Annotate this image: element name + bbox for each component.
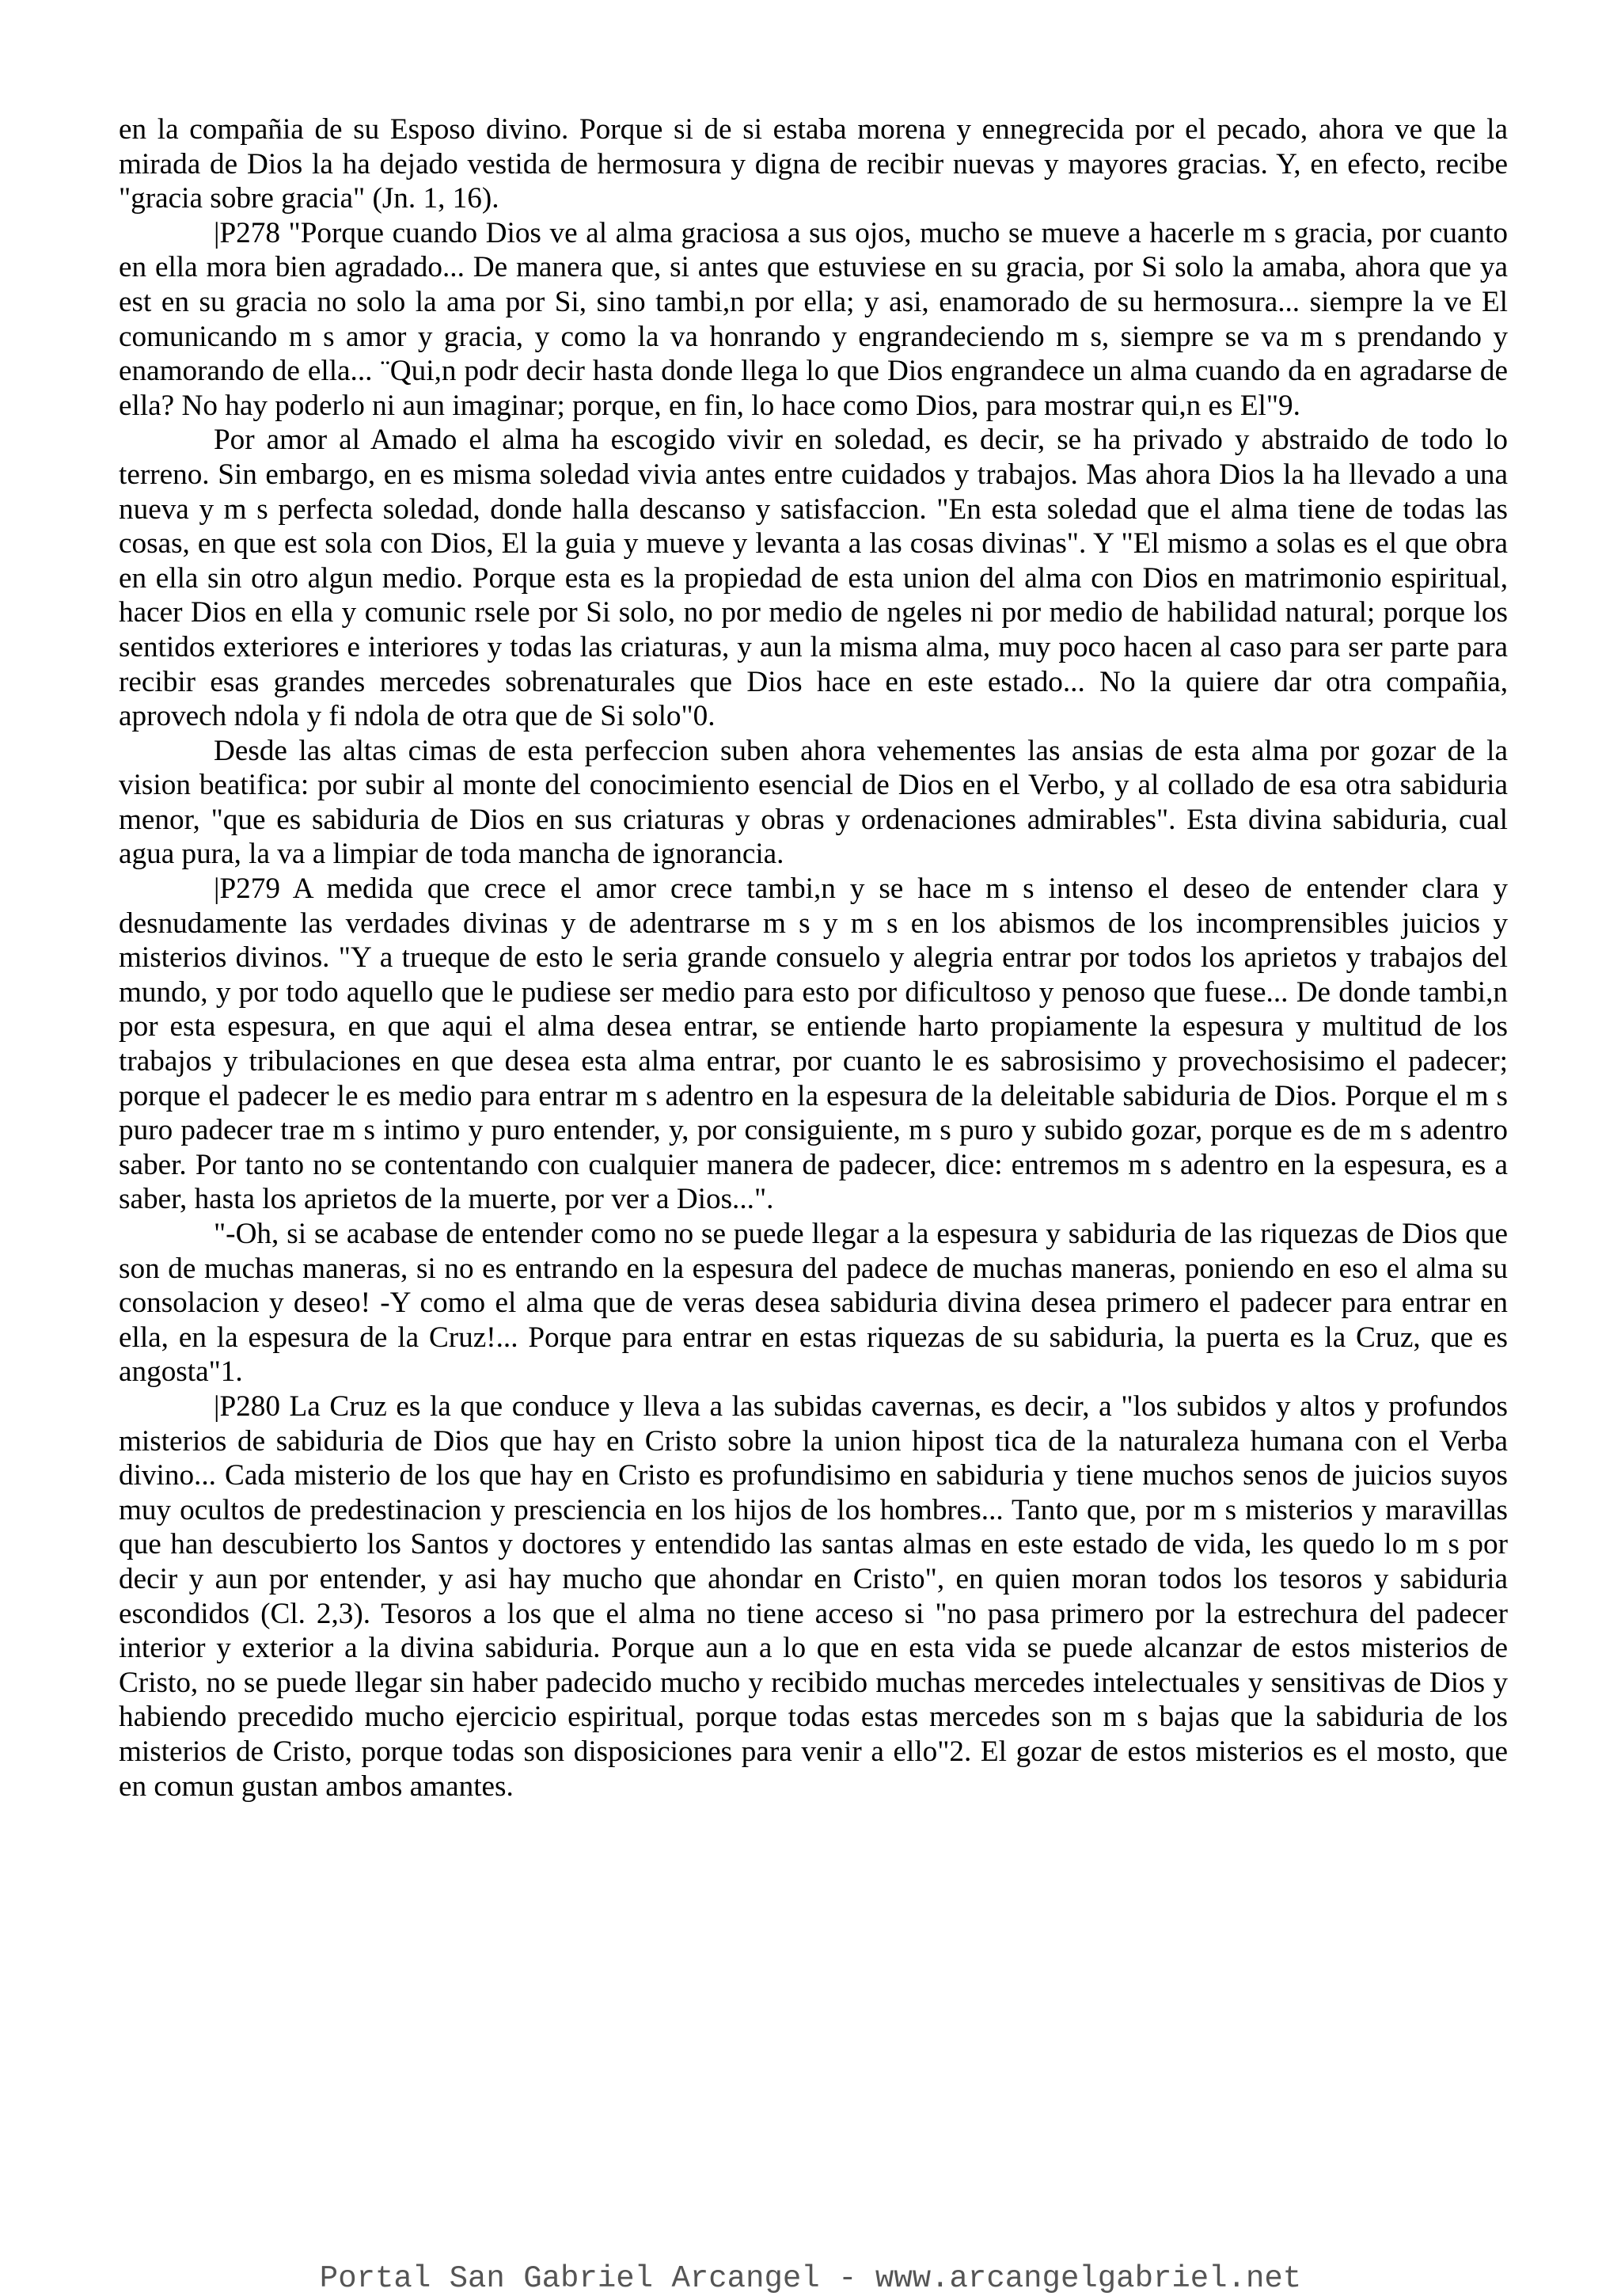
paragraph-6: "-Oh, si se acabase de entender como no se puede llegar a la espesura y sabiduria de las riquezas de Dios que son de muchas maneras, si no es entrando en la espesura del padece de muchas maneras, poniendo en eso el alma su consolacion y deseo! -Y como el alma que de veras desea sabiduria divina desea primero el padecer para entrar en ella, en la espesura de la Cruz!... Porque para entrar en estas riquezas de su sabiduria, la puerta es la Cruz, que es angosta"1. — [119, 1218, 1508, 1389]
paragraph-1: en la compañia de su Esposo divino. Porque si de si estaba morena y ennegrecida por el pecado, ahora ve que la mirada de Dios la ha dejado vestida de hermosura y digna de recibir nuevas y mayores gracias. Y, en efecto, recibe "gracia sobre gracia" (Jn. 1, 16). — [119, 113, 1508, 215]
paragraph-3: Por amor al Amado el alma ha escogido vivir en soledad, es decir, se ha privado y abstraido de todo lo terreno. Sin embargo, en es misma soledad vivia antes entre cuidados y trabajos. Mas ahora Dios la ha llevado a una nueva y m s perfecta soledad, donde halla descanso y satisfaccion. "En esta soledad que el alma tiene de todas las cosas, en que est sola con Dios, El la guia y mueve y levanta a las cosas divinas". Y "El mismo a solas es el que obra en ella sin otro algun medio. Porque esta es la propiedad de esta union del alma con Dios en matrimonio espiritual, hacer Dios en ella y comunic rsele por Si solo, no por medio de ngeles ni por medio de habilidad natural; porque los sentidos exteriores e interiores y todas las criaturas, y aun la misma alma, muy poco hacen al caso para ser parte para recibir esas grandes mercedes sobrenaturales que Dios hace en este estado... No la quiere dar otra compañia, aprovech ndola y fi ndola de otra que de Si solo"0. — [119, 424, 1508, 733]
page-footer: Portal San Gabriel Arcangel - www.arcangelgabriel.net — [319, 2261, 1302, 2296]
document-body — [119, 112, 1508, 1804]
paragraph-5: |P279 A medida que crece el amor crece tambi,n y se hace m s intenso el deseo de entender clara y desnudamente las verdades divinas y de adentrarse m s y m s en los abismos de los incomprensibles juicios y misterios divinos. "Y a trueque de esto le seria grande consuelo y alegria entrar por todos los aprietos y trabajos del mundo, y por todo aquello que le pudiese ser medio para esto por dificultoso y penoso que fuese... De donde tambi,n por esta espesura, en que aqui el alma desea entrar, se entiende harto propiamente la espesura y multitud de los trabajos y tribulaciones en que desea esta alma entrar, por cuanto le es sabrosisimo y provechosisimo el padecer; porque el padecer le es medio para entrar m s adentro en la espesura de la deleitable sabiduria de Dios. Porque el m s puro padecer trae m s intimo y puro entender, y, por consiguiente, m s puro y subido gozar, porque es de m s adentro saber. Por tanto no se contentando con cualquier manera de padecer, dice: entremos m s adentro en la espesura, es a saber, hasta los aprietos de la muerte, por ver a Dios...". — [119, 872, 1508, 1216]
paragraph-7: |P280 La Cruz es la que conduce y lleva a las subidas cavernas, es decir, a "los subidos y altos y profundos misterios de sabiduria de Dios que hay en Cristo sobre la union hipost tica de la naturaleza humana con el Verba divino... Cada misterio de los que hay en Cristo es profundisimo en sabiduria y tiene muchos senos de juicios suyos muy ocultos de predestinacion y presciencia en los hijos de los hombres... Tanto que, por m s misterios y maravillas que han descubierto los Santos y doctores y entendido las santas almas en este estado de vida, les quedo lo m s por decir y aun por entender, y asi hay mucho que ahondar en Cristo", en quien moran todos los tesoros y sabiduria escondidos (Cl. 2,3). Tesoros a los que el alma no tiene acceso si "no pasa primero por la estrechura del padecer interior y exterior a la divina sabiduria. Porque aun a lo que en esta vida se puede alcanzar de estos misterios de Cristo, no se puede llegar sin haber padecido mucho y recibido muchas mercedes intelectuales y sensitivas de Dios y habiendo precedido mucho ejercicio espiritual, porque todas estas mercedes son m s bajas que la sabiduria de los misterios de Cristo, porque todas son disposiciones para venir a ello"2. El gozar de estos misterios es el mosto, que en comun gustan ambos amantes. — [119, 1389, 1508, 1803]
paragraph-4: Desde las altas cimas de esta perfeccion suben ahora vehementes las ansias de esta alma por gozar de la vision beatifica: por subir al monte del conocimiento esencial de Dios en el Verbo, y al collado de esa otra sabiduria menor, "que es sabiduria de Dios en sus criaturas y obras y ordenaciones admirables". Esta divina sabiduria, cual agua pura, la va a limpiar de toda mancha de ignorancia. — [119, 734, 1508, 871]
paragraph-2: |P278 "Porque cuando Dios ve al alma graciosa a sus ojos, mucho se mueve a hacerle m s gracia, por cuanto en ella mora bien agradado... De manera que, si antes que estuviese en su gracia, por Si solo la amaba, ahora que ya est en su gracia no solo la ama por Si, sino tambi,n por ella; y asi, enamorado de su hermosura... siempre la ve El comunicando m s amor y gracia, y como la va honrando y engrandeciendo m s, siempre se va m s prendando y enamorando de ella... ¨Qui,n podr decir hasta donde llega lo que Dios engrandece un alma cuando da en agradarse de ella? No hay poderlo ni aun imaginar; porque, en fin, lo hace como Dios, para mostrar qui,n es El"9. — [119, 216, 1508, 422]
